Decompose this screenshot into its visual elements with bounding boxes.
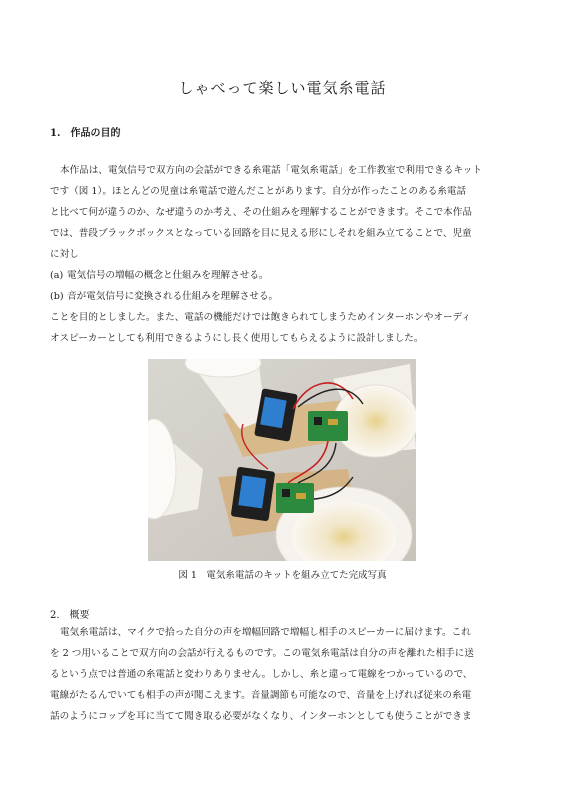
text-line: 電気糸電話は、マイクで拾った自分の声を増幅回路で増幅し相手のスピーカーに届けます。これ bbox=[60, 627, 471, 638]
list-item-b bbox=[50, 286, 515, 307]
text-line: では、普段ブラックボックスとなっている回路を目に見える形にしそれを組み立てることで、児童 bbox=[50, 228, 472, 239]
text-line: です（図 1）。ほとんどの児童は糸電話で遊んだことがあります。自分が作ったことのある糸電話 bbox=[50, 186, 467, 197]
text-line: 電線がたるんでいても相手の声が聞こえます。音量調節も可能なので、音量を上げれば従来の糸電 bbox=[50, 690, 472, 701]
intro-paragraph bbox=[50, 160, 515, 349]
text-line: 本作品は、電気信号で双方向の会話ができる糸電話「電気糸電話」を工作教室で利用できるキット bbox=[60, 165, 482, 176]
overview-paragraph bbox=[50, 622, 515, 727]
text-line: オスピーカーとしても利用できるようにし長く使用してもらえるように設計しました。 bbox=[50, 333, 424, 344]
kit-photo bbox=[148, 359, 416, 561]
text-line: ことを目的としました。また、電話の機能だけでは飽きられてしまうためインターホンやオーディ bbox=[50, 312, 471, 323]
list-text: 音が電気信号に変換される仕組みを理解させる。 bbox=[67, 291, 279, 302]
figure-caption: 図 1 電気糸電話のキットを組み立てた完成写真 bbox=[178, 570, 387, 581]
list-label: (b) bbox=[50, 291, 64, 302]
text-line: るという点では普通の糸電話と変わりありません。しかし、糸と違って電線をつかっているので、 bbox=[50, 669, 473, 680]
document-title: しゃべって楽しい電気糸電話 bbox=[178, 79, 387, 97]
list-label: (a) bbox=[50, 270, 64, 281]
text-line: と比べて何が違うのか、なぜ違うのか考え、その仕組みを理解することができます。そこで本作品 bbox=[50, 207, 472, 218]
text-line: を 2 つ用いることで双方向の会話が行えるものです。この電気糸電話は自分の声を離れた相手に送 bbox=[50, 648, 474, 659]
text-line: 話のようにコップを耳に当てて聞き取る必要がなくなり、インターホンとしても使うことができま bbox=[50, 711, 472, 722]
section-heading-purpose: 1. 作品の目的 bbox=[50, 128, 121, 139]
text-line: に対し bbox=[50, 249, 79, 260]
section-heading-overview: 2. 概要 bbox=[50, 610, 90, 621]
list-text: 電気信号の増幅の概念と仕組みを理解させる。 bbox=[67, 270, 269, 281]
list-item-a bbox=[50, 265, 515, 286]
